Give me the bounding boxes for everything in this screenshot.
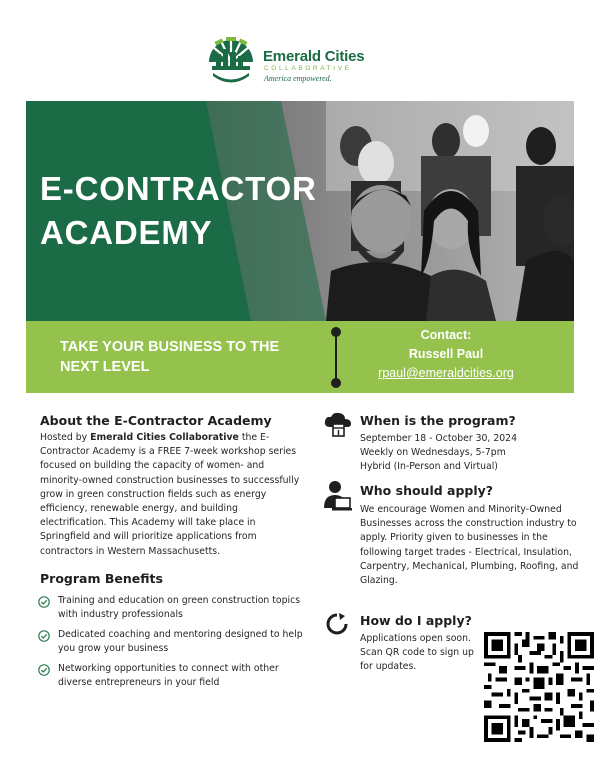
when-schedule: Weekly on Wednesdays, 5-7pm (360, 447, 506, 459)
list-item (38, 662, 308, 689)
how-text: Applications open soon. Scan QR code to sign up for updates. (360, 633, 474, 673)
circular-arrow-icon (325, 612, 349, 636)
benefits-list (38, 594, 308, 696)
contact-block (346, 326, 546, 383)
benefit-text: Dedicated coaching and mentoring designed to help you grow your business (58, 629, 303, 654)
benefit-text: Networking opportunities to connect with other diverse entrepreneurs in your field (58, 663, 279, 688)
about-text (40, 431, 302, 559)
about-title: About the E-Contractor Academy (40, 413, 272, 428)
check-circle-icon (38, 664, 50, 676)
qr-code[interactable] (484, 632, 594, 742)
contact-email-link[interactable]: rpaul@emeraldcities.org (378, 366, 514, 380)
when-dates: September 18 - October 30, 2024 (360, 433, 517, 444)
benefit-text: Training and education on green construction topics with industry professionals (58, 595, 301, 620)
contact-name: Russell Paul (408, 347, 484, 361)
about-text-pre: Hosted by (40, 432, 91, 443)
benefits-title: Program Benefits (40, 571, 163, 586)
when-details (360, 432, 517, 475)
logo-tagline: America empowered. (264, 74, 332, 83)
contact-label: Contact: (420, 328, 472, 342)
hero-title-line1: E-CONTRACTOR (40, 170, 317, 207)
logo-name: Emerald Cities (263, 48, 365, 65)
list-item (38, 628, 308, 655)
hero-title-line2: ACADEMY (40, 214, 213, 251)
about-text-post: the E-Contractor Academy is a FREE 7-week workshop series focused on building the capacity of women- and minority-owned construction businesses to successfully grow in green construction fields such as energy efficiency, renewable energy, and building electrification. This Academy will take place in Springfield and will prioritize applications from contractors in Western Massachusetts. (40, 432, 300, 557)
who-title: Who should apply? (360, 483, 494, 498)
banner-headline (60, 337, 310, 377)
emerald-cities-logo (207, 36, 377, 88)
divider-dot-bottom (331, 378, 341, 388)
who-text: We encourage Women and Minority-Owned Businesses across the construction industry to apply. Priority given to businesses in the following target trades - Electrical, Insulation, Carpentry, Mechanical, Plumbing, Roofing, and Glazing. (360, 504, 579, 587)
emerald-cities-logo-icon (207, 36, 257, 86)
person-laptop-icon (322, 480, 352, 512)
check-circle-icon (38, 630, 50, 642)
hero-title (40, 167, 317, 255)
when-format: Hybrid (In-Person and Virtual) (360, 461, 498, 473)
list-item (38, 594, 308, 621)
banner-divider (335, 331, 337, 383)
cloud-calendar-icon (322, 411, 354, 439)
when-title: When is the program? (360, 413, 516, 428)
headline-banner (26, 321, 574, 393)
logo-subtitle: COLLABORATIVE (264, 65, 352, 72)
about-text-bold: Emerald Cities Collaborative (90, 432, 239, 443)
check-circle-icon (38, 596, 50, 608)
how-title: How do I apply? (360, 613, 472, 628)
banner-headline-line2: NEXT LEVEL (60, 359, 150, 375)
hero-banner (26, 101, 574, 321)
banner-headline-line1: TAKE YOUR BUSINESS TO THE (60, 339, 280, 355)
